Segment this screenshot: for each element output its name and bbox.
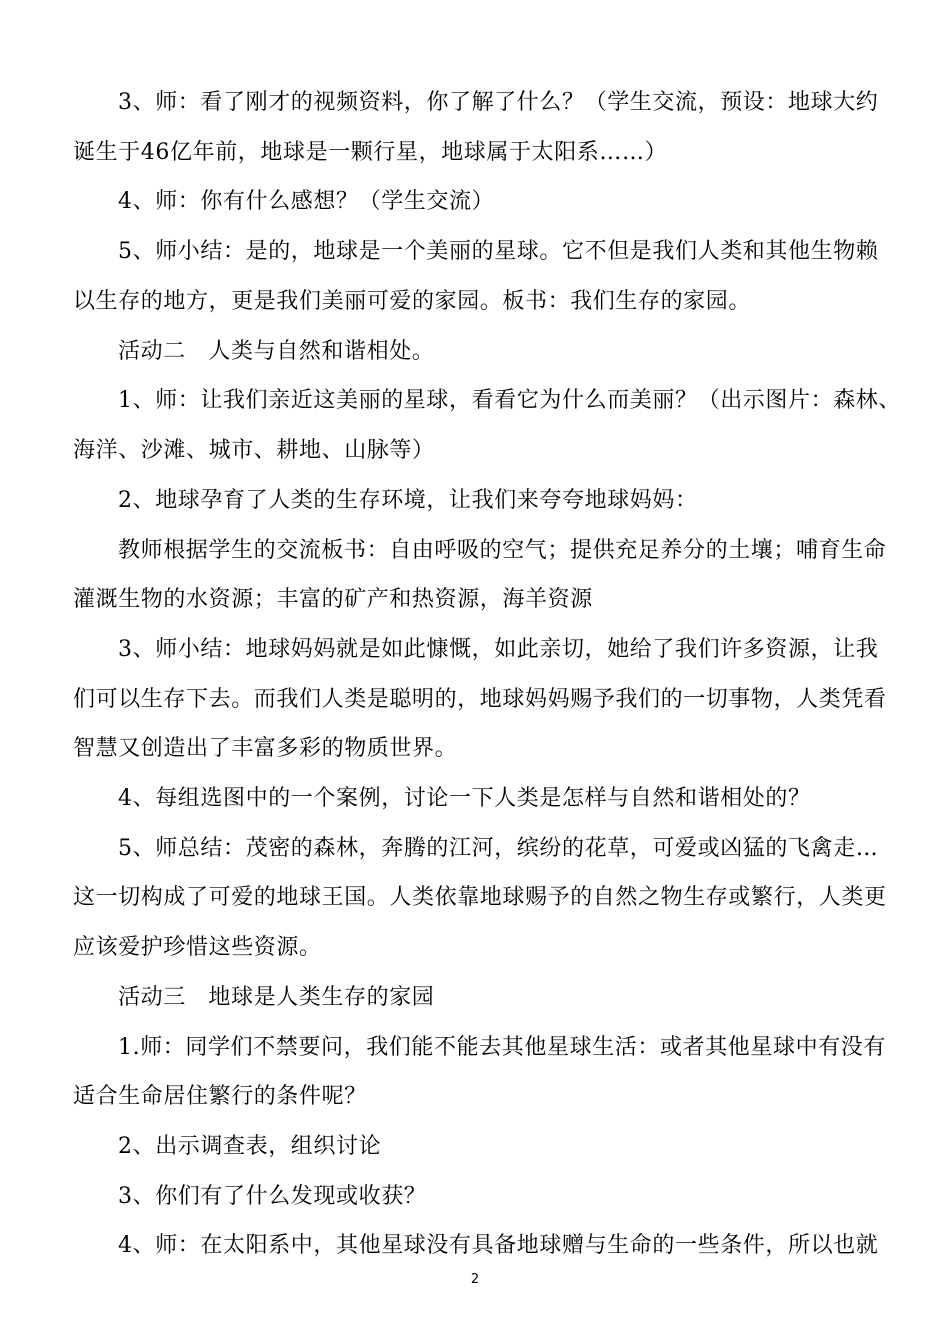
- paragraph-line: 灌溉生物的水资源；丰富的矿产和热资源，海羊资源: [73, 587, 593, 612]
- paragraph-line: 4、每组选图中的一个案例，讨论一下人类是怎样与自然和谐相处的？: [118, 786, 811, 811]
- paragraph-line: 2、出示调查表，组织讨论: [118, 1134, 382, 1159]
- paragraph-line: 4、师：你有什么感想？（学生交流）: [118, 189, 495, 214]
- paragraph-line: 2、地球孕育了人类的生存环境，让我们来夸夸地球妈妈：: [118, 488, 698, 513]
- section-heading: 活动二 人类与自然和谐相处。: [118, 339, 435, 364]
- paragraph-line: 海洋、沙滩、城市、耕地、山脉等）: [73, 438, 435, 463]
- paragraph-line: 们可以生存下去。而我们人类是聪明的，地球妈妈赐予我们的一切事物，人类凭看: [73, 687, 887, 712]
- paragraph-line: 5、师总结：茂密的森林，奔腾的江河，缤纷的花草，可爱或凶猛的飞禽走…: [118, 836, 879, 861]
- paragraph-line: 3、师小结：地球妈妈就是如此慷慨，如此亲切，她给了我们许多资源，让我: [118, 637, 879, 662]
- paragraph-line: 1.师：同学们不禁要问，我们能不能去其他星球生活：或者其他星球中有没有: [118, 1035, 886, 1060]
- paragraph-line: 这一切构成了可爱的地球王国。人类依靠地球赐予的自然之物生存或繁行，人类更: [73, 885, 887, 910]
- paragraph-line: 适合生命居住繁行的条件呢？: [73, 1084, 367, 1109]
- paragraph-line: 智慧又创造出了丰富多彩的物质世界。: [73, 736, 458, 761]
- section-heading: 活动三 地球是人类生存的家园: [118, 985, 435, 1010]
- paragraph-line: 3、师：看了刚才的视频资料，你了解了什么？（学生交流，预设：地球大约: [118, 90, 879, 115]
- paragraph-line: 4、师：在太阳系中，其他星球没有具备地球赠与生命的一些条件，所以也就: [118, 1233, 879, 1258]
- paragraph-line: 3、你们有了什么发现或收获？: [118, 1184, 427, 1209]
- paragraph-line: 以生存的地方，更是我们美丽可爱的家园。板书：我们生存的家园。: [73, 289, 752, 314]
- page-number: 2: [470, 1272, 480, 1287]
- paragraph-line: 5、师小结：是的，地球是一个美丽的星球。它不但是我们人类和其他生物赖: [118, 239, 879, 264]
- paragraph-line: 应该爱护珍惜这些资源。: [73, 935, 322, 960]
- paragraph-line: 教师根据学生的交流板书：自由呼吸的空气；提供充足养分的土壤；哺育生命: [118, 538, 887, 563]
- paragraph-line: 诞生于46亿年前，地球是一颗行星，地球属于太阳系……）: [73, 140, 668, 165]
- paragraph-line: 1、师：让我们亲近这美丽的星球，看看它为什么而美丽？（出示图片：森林、: [118, 388, 901, 413]
